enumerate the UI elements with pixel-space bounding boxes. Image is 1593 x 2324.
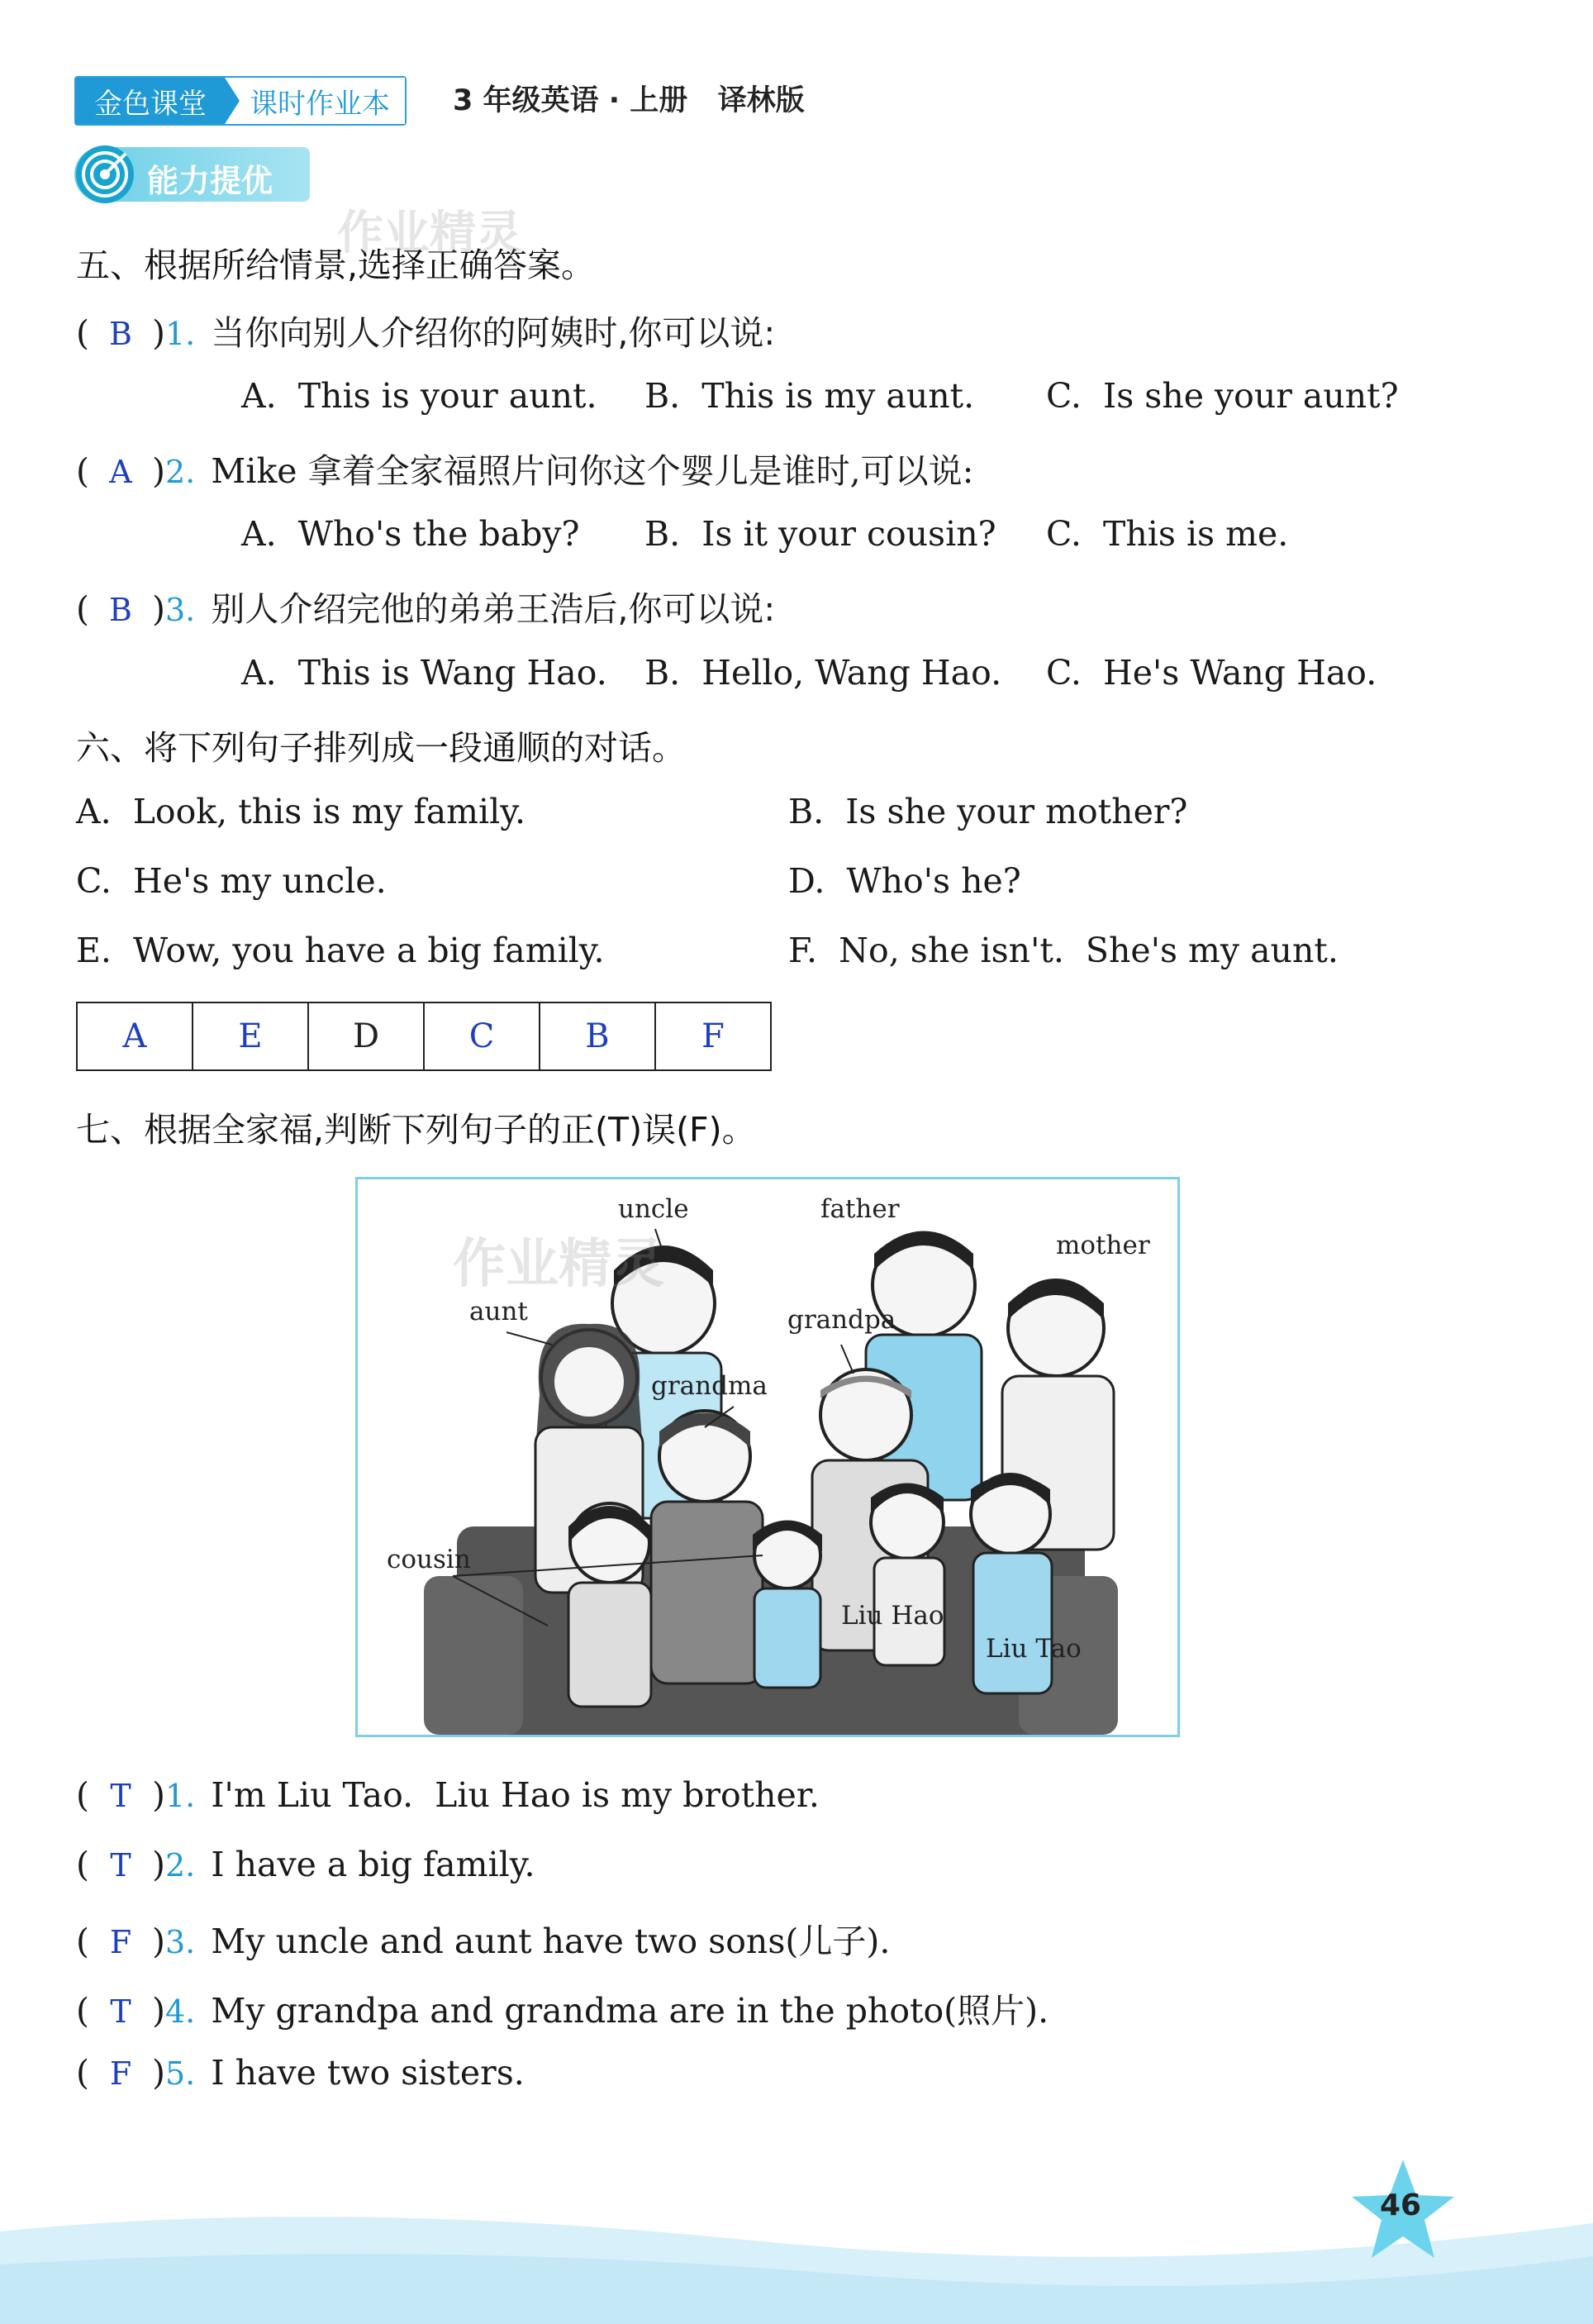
- statement-number: 4.: [165, 1993, 196, 2030]
- answer-mark: T: [110, 1847, 131, 1883]
- label-cousin: cousin: [387, 1545, 471, 1574]
- option-c: C. Is she your aunt?: [1046, 376, 1399, 416]
- order-cell: C: [424, 1002, 540, 1070]
- banner-label: 能力提优: [147, 163, 273, 199]
- sentence-f: F. No, she isn't. She's my aunt.: [788, 931, 1339, 970]
- series-label: 课时作业本: [240, 78, 405, 124]
- page-number: 46: [1380, 2188, 1422, 2222]
- label-uncle: uncle: [618, 1194, 689, 1224]
- option-b: B. This is my aunt.: [644, 376, 975, 416]
- sentence-b: B. Is she your mother?: [788, 792, 1188, 831]
- label-liu-hao: Liu Hao: [841, 1601, 944, 1631]
- statement-row: ( T )2. I have a big family.: [76, 1845, 535, 1884]
- order-cell: D: [308, 1002, 424, 1070]
- answer-mark: A: [109, 454, 132, 490]
- section5-title: 五、根据所给情景,选择正确答案。: [76, 245, 596, 285]
- brand-label: 金色课堂: [76, 78, 225, 124]
- sentence-a: A. Look, this is my family.: [76, 792, 526, 831]
- section6-title: 六、将下列句子排列成一段通顺的对话。: [76, 728, 686, 768]
- statement-text: My uncle and aunt have two sons(儿子).: [211, 1922, 891, 1961]
- girl-figure: [753, 1521, 822, 1688]
- target-icon: [76, 145, 134, 203]
- question-text: Mike 拿着全家福照片问你这个婴儿是谁时,可以说:: [211, 451, 974, 491]
- answer-mark: F: [109, 2055, 132, 2092]
- statement-text: I'm Liu Tao. Liu Hao is my brother.: [211, 1775, 820, 1815]
- question-number: 1.: [165, 316, 196, 352]
- order-answer-table: [76, 1002, 772, 1071]
- liu-hao-figure: [871, 1483, 944, 1666]
- option-a: A. Who's the baby?: [241, 514, 580, 554]
- sentence-c: C. He's my uncle.: [76, 861, 387, 901]
- option-b: B. Is it your cousin?: [644, 514, 996, 554]
- option-b: B. Hello, Wang Hao.: [644, 653, 1002, 693]
- question-row: ( A )2. Mike 拿着全家福照片问你这个婴儿是谁时,可以说:: [76, 451, 974, 491]
- order-cell: A: [77, 1002, 193, 1070]
- order-cell: E: [193, 1002, 308, 1070]
- question-row: ( B )1. 当你向别人介绍你的阿姨时,你可以说:: [76, 313, 776, 353]
- question-text: 当你向别人介绍你的阿姨时,你可以说:: [211, 313, 776, 353]
- series-header: [74, 76, 407, 126]
- grandma-figure: [651, 1411, 763, 1683]
- answer-mark: F: [109, 1924, 132, 1960]
- option-a: A. This is your aunt.: [241, 376, 597, 416]
- label-grandpa: grandpa: [787, 1305, 896, 1335]
- order-cell: F: [655, 1002, 771, 1070]
- book-title: 3 年级英语 · 上册 译林版: [453, 84, 805, 117]
- statement-text: I have two sisters.: [211, 2053, 525, 2093]
- sentence-e: E. Wow, you have a big family.: [76, 931, 605, 970]
- option-c: C. He's Wang Hao.: [1046, 653, 1377, 693]
- question-row: ( B )3. 别人介绍完他的弟弟王浩后,你可以说:: [76, 589, 776, 629]
- statement-number: 2.: [165, 1847, 196, 1883]
- statement-row: ( F )3. My uncle and aunt have two sons(儿子).: [76, 1922, 891, 1961]
- watermark: 作业精灵: [337, 207, 522, 260]
- statement-number: 1.: [165, 1778, 196, 1814]
- answer-mark: B: [109, 316, 132, 352]
- cousin-figure: [568, 1503, 651, 1707]
- watermark: 作业精灵: [453, 1234, 664, 1295]
- label-father: father: [820, 1194, 900, 1224]
- statement-row: ( F )5. I have two sisters.: [76, 2053, 525, 2093]
- answer-mark: B: [109, 592, 132, 628]
- question-text: 别人介绍完他的弟弟王浩后,你可以说:: [211, 589, 776, 629]
- question-number: 2.: [165, 454, 196, 490]
- sentence-d: D. Who's he?: [788, 861, 1021, 901]
- answer-mark: T: [110, 1993, 131, 2030]
- section7-title: 七、根据全家福,判断下列句子的正(T)误(F)。: [76, 1110, 756, 1150]
- label-grandma: grandma: [651, 1371, 768, 1401]
- label-mother: mother: [1056, 1231, 1150, 1260]
- label-aunt: aunt: [469, 1297, 528, 1326]
- statement-number: 3.: [165, 1924, 196, 1960]
- answer-mark: T: [110, 1778, 131, 1814]
- label-liu-tao: Liu Tao: [986, 1634, 1082, 1664]
- order-cell: B: [540, 1002, 655, 1070]
- statement-number: 5.: [165, 2055, 196, 2092]
- header-arrow-icon: [225, 78, 240, 124]
- statement-text: My grandpa and grandma are in the photo(照片).: [211, 1991, 1049, 2031]
- option-c: C. This is me.: [1046, 514, 1289, 554]
- statement-row: ( T )1. I'm Liu Tao. Liu Hao is my brother.: [76, 1775, 820, 1815]
- statement-text: I have a big family.: [211, 1845, 535, 1884]
- question-number: 3.: [165, 592, 196, 628]
- option-a: A. This is Wang Hao.: [241, 653, 607, 693]
- statement-row: ( T )4. My grandpa and grandma are in the photo(照片).: [76, 1991, 1049, 2031]
